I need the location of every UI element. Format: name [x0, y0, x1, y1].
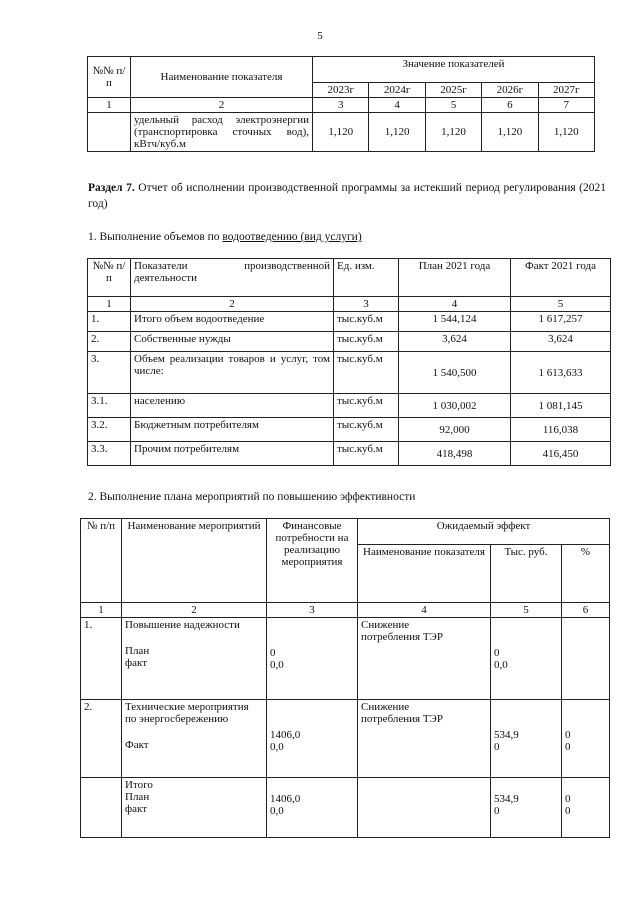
row-rub [491, 618, 562, 700]
pct-value: 0 [565, 729, 571, 741]
rub-value: 534,9 [494, 729, 519, 741]
row-no: 3.2. [88, 418, 131, 442]
plan-label: План [125, 645, 150, 657]
col-number: 3 [313, 98, 369, 113]
col-number: 2 [122, 603, 267, 618]
section-text: Отчет об исполнении производственной программы за истекший период регулирования (2021 год) [88, 182, 607, 210]
row-plan: 1 030,002 [399, 394, 511, 418]
row-name: Объем реализации товаров и услуг, том числе: [131, 352, 334, 394]
rub-fact: 0,0 [494, 659, 508, 671]
row-finance [267, 778, 358, 838]
indicator-line: потребления ТЭР [361, 713, 443, 725]
col-number: 6 [482, 98, 538, 113]
header-no: №№ п/п [88, 259, 131, 297]
finance-plan: 0 [270, 647, 276, 659]
header-indicator: Наименование показателя [358, 545, 491, 603]
header-finance: Финансовые потребности на реализацию мероприятия [267, 519, 358, 603]
rub-value: 0 [494, 741, 500, 753]
pct-value: 0 [565, 805, 571, 817]
subheading-prefix: 1. Выполнение объемов по [88, 231, 223, 243]
value-cell: 1,120 [425, 113, 481, 152]
col-number: 1 [88, 297, 131, 312]
row-plan: 418,498 [399, 442, 511, 466]
col-number: 6 [562, 603, 610, 618]
col-number: 1 [81, 603, 122, 618]
subheading-underlined: водоотведению (вид услуги) [222, 231, 362, 243]
row-rub [491, 778, 562, 838]
row-measure [122, 700, 267, 778]
measure-title: по энергосбережению [125, 713, 229, 725]
row-no: 1. [81, 618, 122, 700]
efficiency-plan-table [80, 518, 610, 838]
row-unit: тыс.куб.м [334, 394, 399, 418]
finance-value: 1406,0 [270, 793, 301, 805]
row-no: 3.1. [88, 394, 131, 418]
pct-value: 0 [565, 793, 571, 805]
row-indicator [358, 700, 491, 778]
col-number: 3 [267, 603, 358, 618]
fact-label: Факт [125, 739, 149, 751]
volumes-table [87, 258, 611, 466]
row-no: 2. [81, 700, 122, 778]
row-name: Собственные нужды [131, 332, 334, 352]
row-no: 3. [88, 352, 131, 394]
subheading-efficiency: 2. Выполнение плана мероприятий по повышению эффективности [88, 491, 416, 503]
row-unit: тыс.куб.м [334, 442, 399, 466]
row-measure [122, 778, 267, 838]
col-number: 4 [399, 297, 511, 312]
row-measure [122, 618, 267, 700]
section-label: Раздел 7. [88, 182, 135, 194]
header-measure: Наименование мероприятий [122, 519, 267, 603]
row-indicator [358, 618, 491, 700]
row-no: 3.3. [88, 442, 131, 466]
row-fact: 116,038 [511, 418, 611, 442]
table-row [81, 618, 610, 700]
indicator-values-table [87, 56, 595, 152]
row-no: 1. [88, 312, 131, 332]
measure-title: Технические мероприятия [125, 701, 249, 713]
row-rub [491, 700, 562, 778]
header-plan: План 2021 года [399, 259, 511, 297]
value-cell: 1,120 [482, 113, 538, 152]
table-row [81, 700, 610, 778]
header-indicator: Показатели производственной деятельности [131, 259, 334, 297]
year-header: 2026г [482, 83, 538, 98]
col-number: 4 [358, 603, 491, 618]
row-fact: 1 081,145 [511, 394, 611, 418]
col-number: 5 [491, 603, 562, 618]
indicator-line: Снижение [361, 701, 410, 713]
year-header: 2024г [369, 83, 425, 98]
col-values-header: Значение показателей [313, 57, 595, 83]
col-name-header: Наименование показателя [131, 57, 313, 98]
row-plan: 1 540,500 [399, 352, 511, 394]
header-effect: Ожидаемый эффект [358, 519, 610, 545]
rub-plan: 0 [494, 647, 500, 659]
section-heading [88, 180, 606, 212]
row-fact: 1 613,633 [511, 352, 611, 394]
row-finance [267, 618, 358, 700]
finance-value: 0,0 [270, 741, 284, 753]
fact-label: факт [125, 657, 148, 669]
rub-value: 0 [494, 805, 500, 817]
finance-value: 0,0 [270, 805, 284, 817]
table-row [88, 113, 595, 152]
finance-value: 1406,0 [270, 729, 301, 741]
col-number: 5 [425, 98, 481, 113]
col-number: 4 [369, 98, 425, 113]
header-no: № п/п [81, 519, 122, 603]
col-number: 5 [511, 297, 611, 312]
row-name: Прочим потребителям [131, 442, 334, 466]
value-cell: 1,120 [369, 113, 425, 152]
year-header: 2025г [425, 83, 481, 98]
year-header: 2023г [313, 83, 369, 98]
page-number: 5 [317, 30, 323, 42]
indicator-line: потребления ТЭР [361, 631, 443, 643]
row-unit: тыс.куб.м [334, 418, 399, 442]
row-plan: 3,624 [399, 332, 511, 352]
value-cell: 1,120 [538, 113, 594, 152]
measure-title: Повышение надежности [125, 619, 240, 631]
table-row [88, 352, 611, 394]
finance-fact: 0,0 [270, 659, 284, 671]
row-name: населению [131, 394, 334, 418]
table-row [88, 442, 611, 466]
indicator-line: Снижение [361, 619, 410, 631]
header-pct: % [562, 545, 610, 603]
table-row [81, 778, 610, 838]
fact-label: факт [125, 803, 148, 815]
col-number: 2 [131, 98, 313, 113]
row-name: Итого объем водоотведение [131, 312, 334, 332]
table-row [88, 394, 611, 418]
row-fact: 416,450 [511, 442, 611, 466]
row-unit: тыс.куб.м [334, 352, 399, 394]
row-fact: 1 617,257 [511, 312, 611, 332]
col-number: 2 [131, 297, 334, 312]
col-no-header: №№ п/п [88, 57, 131, 98]
row-name: Бюджетным потребителям [131, 418, 334, 442]
plan-label: План [125, 791, 150, 803]
col-number: 1 [88, 98, 131, 113]
table-row [88, 312, 611, 332]
row-plan: 92,000 [399, 418, 511, 442]
value-cell: 1,120 [313, 113, 369, 152]
row-pct [562, 778, 610, 838]
table-row [88, 418, 611, 442]
row-pct [562, 700, 610, 778]
row-finance [267, 700, 358, 778]
total-label: Итого [125, 779, 153, 791]
header-fact: Факт 2021 года [511, 259, 611, 297]
year-header: 2027г [538, 83, 594, 98]
col-number: 7 [538, 98, 594, 113]
row-no: 2. [88, 332, 131, 352]
row-fact: 3,624 [511, 332, 611, 352]
header-rub: Тыс. руб. [491, 545, 562, 603]
indicator-name: удельный расход электроэнергии (транспортировка сточных вод), кВтч/куб.м [131, 113, 313, 152]
pct-value: 0 [565, 741, 571, 753]
header-unit: Ед. изм. [334, 259, 399, 297]
rub-value: 534,9 [494, 793, 519, 805]
row-plan: 1 544,124 [399, 312, 511, 332]
row-unit: тыс.куб.м [334, 312, 399, 332]
subheading-volumes [88, 231, 362, 243]
table-row [88, 332, 611, 352]
col-number: 3 [334, 297, 399, 312]
row-unit: тыс.куб.м [334, 332, 399, 352]
